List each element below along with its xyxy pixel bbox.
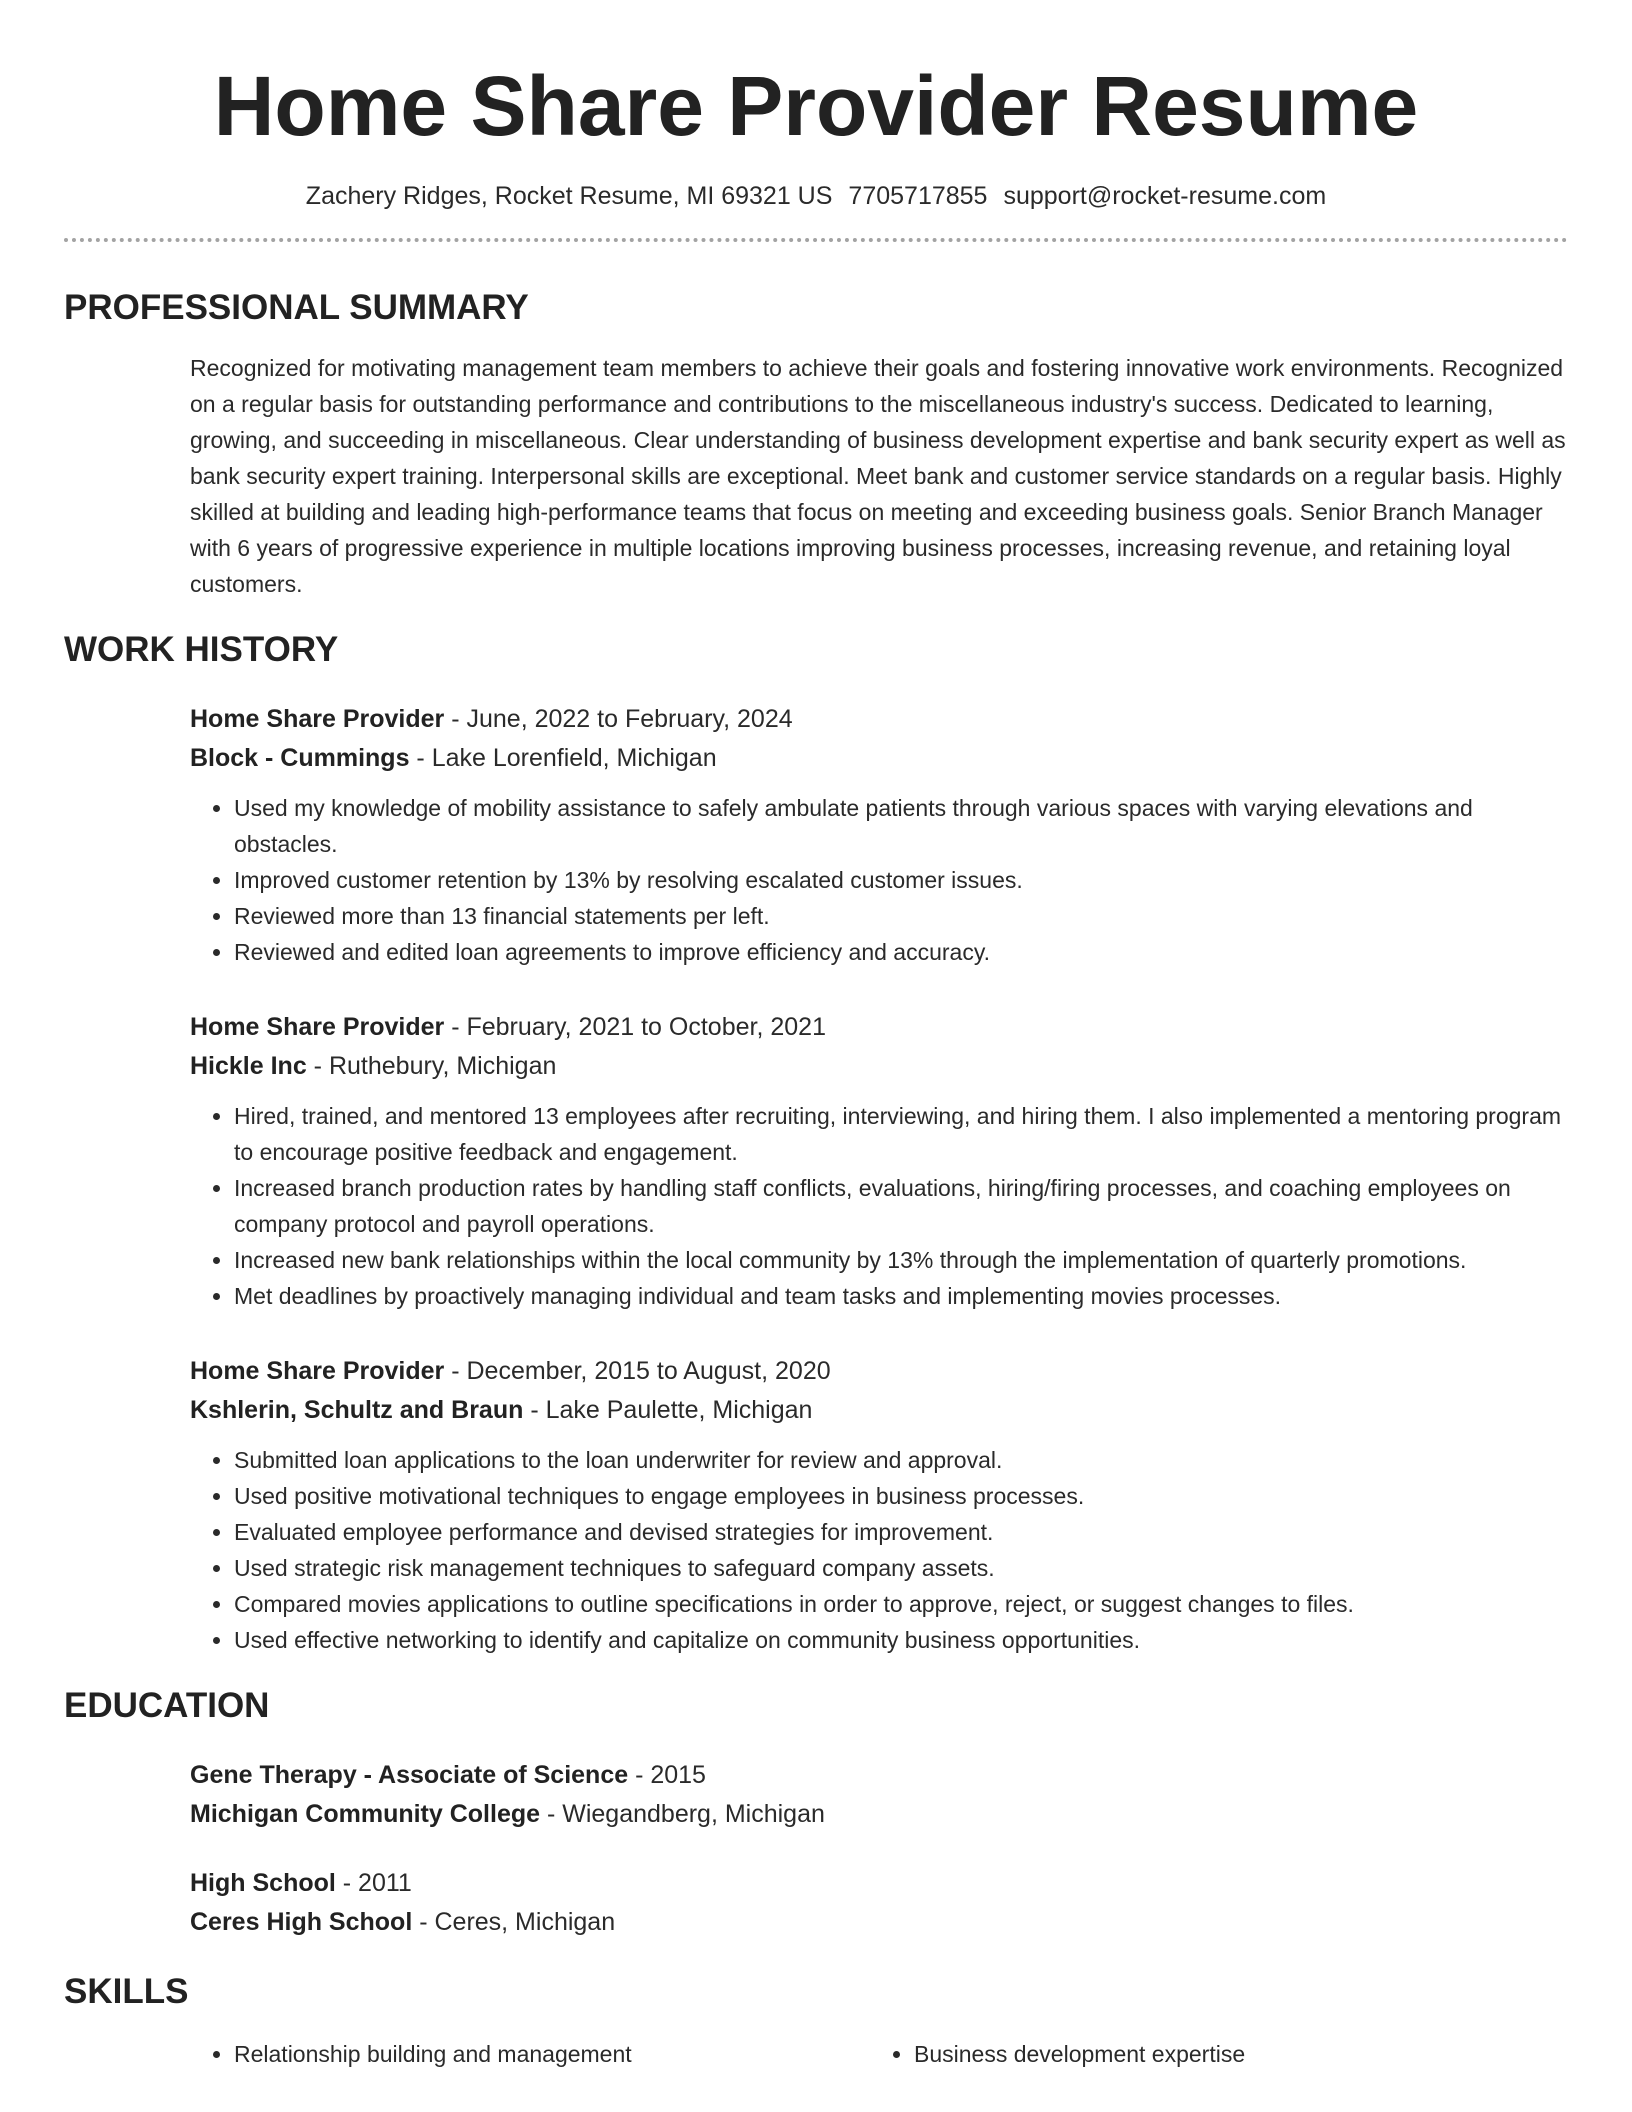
section-heading-education: EDUCATION bbox=[64, 1686, 270, 1725]
education-location: - Wiegandberg, Michigan bbox=[540, 1800, 825, 1828]
contact-address: Zachery Ridges, Rocket Resume, MI 69321 US bbox=[305, 182, 833, 210]
skill-item: • Business development expertise bbox=[914, 2036, 1550, 2072]
education-entry bbox=[190, 1864, 1568, 1942]
job-entry bbox=[190, 700, 1568, 970]
contact-line bbox=[64, 180, 1568, 212]
education-year: - 2015 bbox=[628, 1761, 706, 1789]
job-dates: - February, 2021 to October, 2021 bbox=[444, 1013, 826, 1041]
job-dates: - December, 2015 to August, 2020 bbox=[444, 1357, 831, 1385]
education-degree: Gene Therapy - Associate of Science bbox=[190, 1761, 629, 1789]
contact-email: support@rocket-resume.com bbox=[1003, 182, 1327, 210]
job-title: Home Share Provider bbox=[190, 705, 445, 733]
job-bullet: • Hired, trained, and mentored 13 employees after recruiting, interviewing, and hiring them. I also implemented a mentoring program to encourage positive feedback and engagement. bbox=[234, 1098, 1568, 1170]
job-company: Kshlerin, Schultz and Braun bbox=[190, 1396, 524, 1424]
education-school: Michigan Community College bbox=[190, 1800, 541, 1828]
skill-item: • Relationship building and management bbox=[234, 2036, 870, 2072]
education-location: - Ceres, Michigan bbox=[412, 1908, 616, 1936]
job-bullet: • Used strategic risk management techniques to safeguard company assets. bbox=[234, 1550, 1568, 1586]
job-bullets bbox=[190, 790, 1568, 970]
education-degree-line bbox=[190, 1864, 1568, 1903]
job-bullet: • Reviewed and edited loan agreements to improve efficiency and accuracy. bbox=[234, 934, 1568, 970]
job-bullet: • Used my knowledge of mobility assistance to safely ambulate patients through various spaces with varying elevations and obstacles. bbox=[234, 790, 1568, 862]
job-location: - Ruthebury, Michigan bbox=[306, 1052, 557, 1080]
job-bullet: • Met deadlines by proactively managing individual and team tasks and implementing movies processes. bbox=[234, 1278, 1568, 1314]
job-company: Hickle Inc bbox=[190, 1052, 307, 1080]
job-location: - Lake Lorenfield, Michigan bbox=[409, 744, 717, 772]
education-degree: High School bbox=[190, 1869, 336, 1897]
job-bullet: • Submitted loan applications to the loan underwriter for review and approval. bbox=[234, 1442, 1568, 1478]
education-school-line bbox=[190, 1903, 1568, 1942]
job-company-line bbox=[190, 1391, 1568, 1430]
education-school: Ceres High School bbox=[190, 1908, 413, 1936]
contact-phone: 7705717855 bbox=[848, 182, 988, 210]
page-title: Home Share Provider Resume bbox=[213, 59, 1419, 153]
job-entry bbox=[190, 1008, 1568, 1314]
job-title-line bbox=[190, 700, 1568, 739]
job-bullet: • Increased branch production rates by handling staff conflicts, evaluations, hiring/firing processes, and coaching employees on company protocol and payroll operations. bbox=[234, 1170, 1568, 1242]
job-bullet: • Reviewed more than 13 financial statements per left. bbox=[234, 898, 1568, 934]
section-heading-work-history: WORK HISTORY bbox=[64, 630, 339, 669]
education-school-line bbox=[190, 1795, 1568, 1834]
section-heading-summary: PROFESSIONAL SUMMARY bbox=[64, 288, 529, 327]
job-entry bbox=[190, 1352, 1568, 1658]
job-dates: - June, 2022 to February, 2024 bbox=[444, 705, 793, 733]
job-title: Home Share Provider bbox=[190, 1013, 445, 1041]
job-bullet: • Used effective networking to identify and capitalize on community business opportunities. bbox=[234, 1622, 1568, 1658]
job-title-line bbox=[190, 1352, 1568, 1391]
job-title: Home Share Provider bbox=[190, 1357, 445, 1385]
job-title-line bbox=[190, 1008, 1568, 1047]
job-bullet: • Compared movies applications to outline specifications in order to approve, reject, or suggest changes to files. bbox=[234, 1586, 1568, 1622]
skills-column bbox=[190, 2036, 870, 2072]
job-bullet: • Increased new bank relationships within the local community by 13% through the implementation of quarterly promotions. bbox=[234, 1242, 1568, 1278]
job-bullet: • Evaluated employee performance and devised strategies for improvement. bbox=[234, 1514, 1568, 1550]
header-divider bbox=[64, 238, 1568, 242]
education-entry bbox=[190, 1756, 1568, 1834]
skills-list bbox=[190, 2036, 1568, 2072]
job-company-line bbox=[190, 1047, 1568, 1086]
section-heading-skills: SKILLS bbox=[64, 1972, 189, 2011]
job-bullets bbox=[190, 1098, 1568, 1314]
job-bullet: • Improved customer retention by 13% by resolving escalated customer issues. bbox=[234, 862, 1568, 898]
skills-column bbox=[870, 2036, 1550, 2072]
education-year: - 2011 bbox=[335, 1869, 412, 1897]
job-company-line bbox=[190, 739, 1568, 778]
job-bullet: • Used positive motivational techniques to engage employees in business processes. bbox=[234, 1478, 1568, 1514]
job-company: Block - Cummings bbox=[190, 744, 410, 772]
summary-text: Recognized for motivating management team members to achieve their goals and fostering innovative work environments. Recognized on a regular basis for outstanding performance and contributions to the miscellaneous industry's success. Dedicated to learning, growing, and succeeding in miscellaneous. Clear understanding of business development expertise and bank security expert as well as bank security expert training. Interpersonal skills are exceptional. Meet bank and customer service standards on a regular basis. Highly skilled at building and leading high-performance teams that focus on meeting and exceeding business goals. Senior Branch Manager with 6 years of progressive experience in multiple locations improving business processes, increasing revenue, and retaining loyal customers. bbox=[190, 355, 1566, 597]
job-bullets bbox=[190, 1442, 1568, 1658]
education-degree-line bbox=[190, 1756, 1568, 1795]
job-location: - Lake Paulette, Michigan bbox=[523, 1396, 813, 1424]
resume-page bbox=[64, 0, 1568, 2072]
